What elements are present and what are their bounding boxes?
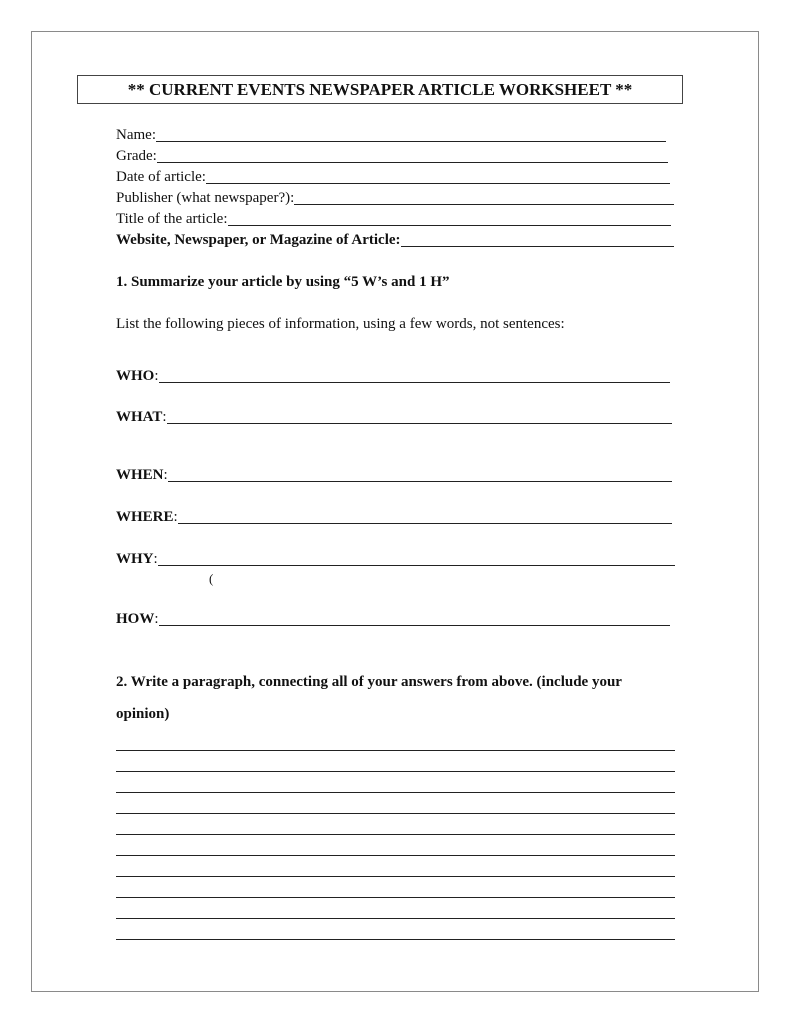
where-field[interactable]: [116, 508, 672, 526]
when-colon: :: [163, 467, 168, 483]
section2-heading-line1: 2. Write a paragraph, connecting all of your answers from above. (include your: [116, 674, 622, 690]
grade-answer-line[interactable]: [157, 148, 668, 163]
paragraph-line[interactable]: [116, 771, 675, 772]
section1-heading: 1. Summarize your article by using “5 W’s and 1 H”: [116, 274, 450, 290]
paragraph-line[interactable]: [116, 897, 675, 898]
publisher-field[interactable]: [116, 189, 674, 207]
who-colon: :: [154, 368, 159, 384]
section1-instructions: List the following pieces of information, using a few words, not sentences:: [116, 316, 565, 332]
stray-parenthesis-mark: (: [209, 571, 214, 586]
who-label: WHO: [116, 368, 155, 384]
what-label: WHAT: [116, 409, 163, 425]
why-field[interactable]: [116, 550, 675, 568]
how-answer-line[interactable]: [159, 611, 670, 626]
paragraph-line[interactable]: [116, 876, 675, 877]
grade-label: Grade:: [116, 148, 157, 164]
grade-field[interactable]: [116, 147, 668, 165]
publisher-label: Publisher (what newspaper?):: [116, 190, 295, 206]
paragraph-line[interactable]: [116, 939, 675, 940]
article-title-label: Title of the article:: [116, 211, 228, 227]
where-colon: :: [173, 509, 178, 525]
when-label: WHEN: [116, 467, 164, 483]
what-answer-line[interactable]: [167, 409, 672, 424]
paragraph-line[interactable]: [116, 834, 675, 835]
article-title-answer-line[interactable]: [228, 211, 671, 226]
paragraph-line[interactable]: [116, 813, 675, 814]
date-of-article-label: Date of article:: [116, 169, 206, 185]
paragraph-line[interactable]: [116, 750, 675, 751]
where-answer-line[interactable]: [178, 509, 672, 524]
why-colon: :: [153, 551, 158, 567]
paragraph-line[interactable]: [116, 792, 675, 793]
source-type-label: Website, Newspaper, or Magazine of Article:: [116, 232, 401, 248]
who-field[interactable]: [116, 367, 670, 385]
how-field[interactable]: [116, 610, 670, 628]
what-field[interactable]: [116, 408, 672, 426]
paragraph-line[interactable]: [116, 918, 675, 919]
how-colon: :: [154, 611, 159, 627]
date-of-article-answer-line[interactable]: [206, 169, 670, 184]
article-title-field[interactable]: [116, 210, 671, 228]
when-field[interactable]: [116, 466, 672, 484]
why-answer-line[interactable]: [158, 551, 675, 566]
name-answer-line[interactable]: [156, 127, 666, 142]
when-answer-line[interactable]: [168, 467, 672, 482]
source-type-answer-line[interactable]: [401, 232, 674, 247]
publisher-answer-line[interactable]: [294, 190, 674, 205]
name-field[interactable]: [116, 126, 666, 144]
who-answer-line[interactable]: [159, 368, 670, 383]
source-type-field[interactable]: [116, 231, 674, 249]
worksheet-title-text: ** CURRENT EVENTS NEWSPAPER ARTICLE WORKSHEET **: [127, 80, 633, 99]
section2-heading-line2: opinion): [116, 706, 170, 722]
why-label: WHY: [116, 551, 154, 567]
how-label: HOW: [116, 611, 155, 627]
paragraph-line[interactable]: [116, 855, 675, 856]
name-label: Name:: [116, 127, 156, 143]
where-label: WHERE: [116, 509, 174, 525]
date-of-article-field[interactable]: [116, 168, 670, 186]
worksheet-title: [77, 75, 683, 104]
what-colon: :: [162, 409, 167, 425]
